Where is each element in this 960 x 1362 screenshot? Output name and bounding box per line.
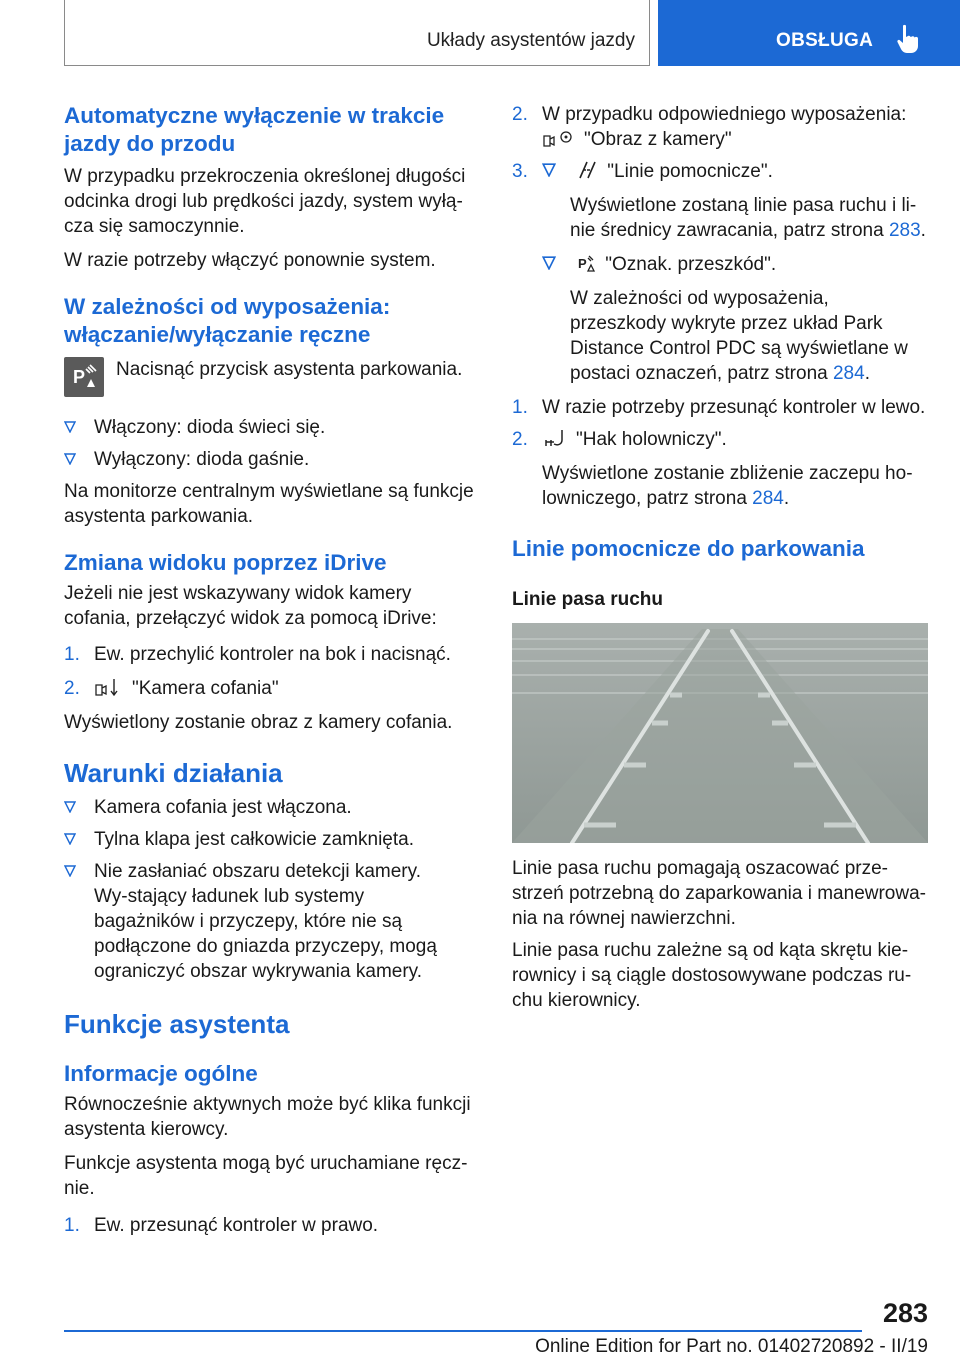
header-section-box (64, 0, 650, 66)
bullet-on: Włączony: dioda świeci się. (64, 415, 480, 440)
right-step-3-desc: Wyświetlone zostaną linie pasa ruchu i li-nie średnicy zawracania, patrz strona 283. (570, 195, 926, 241)
guide-lines-icon (577, 160, 599, 180)
view-heading: Zmiana widoku poprzez iDrive (64, 550, 387, 575)
parking-button-row (64, 357, 480, 407)
parking-button-text: Nacisnąć przycisk asystenta parkowania. (116, 359, 463, 380)
page-number: 283 (882, 1298, 928, 1328)
triangle-bullet-icon (542, 256, 556, 270)
lane-lines-figure (512, 623, 928, 843)
page-link-283[interactable]: 283 (888, 220, 921, 241)
general-paragraph-2: Funkcje asystenta mogą być uruchamiane ręcz-nie. (64, 1153, 468, 1199)
obstacle-marking-icon (577, 253, 597, 273)
view-result: Wyświetlony zostanie obraz z kamery cofania. (64, 712, 453, 733)
right-step-2: 2. W przypadku odpowiedniego wyposażenia: "Obraz z kamery" (512, 104, 907, 150)
footer-divider (64, 1330, 862, 1332)
condition-1: Kamera cofania jest włączona. (64, 795, 480, 820)
view-step-2: 2. "Kamera cofania" (64, 678, 279, 699)
auto-off-paragraph-2: W razie potrzeby włączyć ponownie system. (64, 250, 436, 271)
triangle-bullet-icon (64, 421, 76, 433)
triangle-bullet-icon (64, 865, 76, 877)
bullet-off: Wyłączony: dioda gaśnie. (64, 447, 480, 472)
parking-assist-button-icon (64, 357, 104, 397)
general-step-1: 1. Ew. przesunąć kontroler w prawo. (64, 1215, 379, 1236)
hand-pointer-icon (896, 24, 920, 54)
right-step-1: 1. W razie potrzeby przesunąć kontroler w lewo. (512, 397, 926, 418)
tow-hitch-icon (542, 428, 568, 448)
triangle-bullet-icon (64, 453, 76, 465)
svg-text:P: P (73, 367, 86, 387)
lane-paragraph-2: Linie pasa ruchu zależne są od kąta skrętu kie-rownicy i są ciągle dostosowywane podczas ru-chu kierownicy. (512, 940, 912, 1011)
right-step-2b-desc: Wyświetlone zostanie zbliżenie zaczepu ho-lowniczego, patrz strona 284. (542, 463, 913, 509)
monitor-text: Na monitorze centralnym wyświetlane są funkcje asystenta parkowania. (64, 481, 474, 527)
condition-2: Tylna klapa jest całkowicie zamknięta. (64, 827, 480, 852)
aux-lines-heading: Linie pomocnicze do parkowania (512, 536, 865, 561)
auto-off-paragraph: W przypadku przekroczenia określonej długości odcinka drogi lub prędkości jazdy, system wyłą-cza się samoczynnie. (64, 166, 466, 237)
camera-view-icon (542, 128, 576, 148)
header-tab[interactable] (658, 0, 960, 66)
conditions-heading: Warunki działania (64, 758, 283, 788)
lane-lines-heading: Linie pasa ruchu (512, 589, 663, 610)
general-heading: Informacje ogólne (64, 1061, 258, 1086)
functions-heading: Funkcje asystenta (64, 1009, 290, 1039)
page-link-284[interactable]: 284 (832, 363, 865, 384)
lane-lines-illustration (512, 623, 928, 843)
right-step-3b-desc: W zależności od wyposażenia, przeszkody wykryte przez układ Park Distance Control PDC są wyświetlane w postaci oznaczeń, patrz strona 284. (570, 288, 908, 384)
condition-3: Nie zasłaniać obszaru detekcji kamery. Wy-stający ładunek lub systemy bagażników i przyczepy, które nie są podłączone do gniazda przyczepy, mogą ograniczyć obszar wykrywania kamery. (64, 859, 480, 984)
triangle-bullet-icon (542, 163, 556, 177)
left-column (64, 102, 480, 1238)
view-text: Jeżeli nie jest wskazywany widok kamery cofania, przełączyć widok za pomocą iDrive: (64, 583, 437, 629)
right-step-3b: P "Oznak. przeszkód". (512, 252, 928, 277)
general-paragraph-1: Równocześnie aktywnych może być klika funkcji asystenta kierowcy. (64, 1094, 471, 1140)
auto-off-heading: Automatyczne wyłączenie w trakcie jazdy do przodu (64, 103, 445, 156)
rear-camera-icon (94, 677, 124, 697)
right-step-3: 3. "Linie pomocnicze". (512, 161, 773, 182)
right-step-2b: 2. "Hak holowniczy". (512, 429, 727, 450)
manual-heading: W zależności od wyposażenia: włączanie/wyłączanie ręczne (64, 294, 391, 347)
right-column (512, 102, 928, 613)
page-link-284b[interactable]: 284 (752, 488, 784, 509)
triangle-bullet-icon (64, 833, 76, 845)
lane-paragraph-1: Linie pasa ruchu pomagają oszacować prze-strzeń potrzebną do zaparkowania i manewrowa-nia na równej nawierzchni. (512, 858, 926, 929)
svg-text:P: P (578, 256, 587, 271)
header-tab-label: OBSŁUGA (776, 30, 874, 51)
view-step-1: 1. Ew. przechylić kontroler na bok i nacisnąć. (64, 644, 451, 665)
triangle-bullet-icon (64, 801, 76, 813)
footer-edition: Online Edition for Part no. 01402720892 - II/19 (535, 1336, 928, 1357)
header-section-title: Układy asystentów jazdy (426, 30, 635, 51)
